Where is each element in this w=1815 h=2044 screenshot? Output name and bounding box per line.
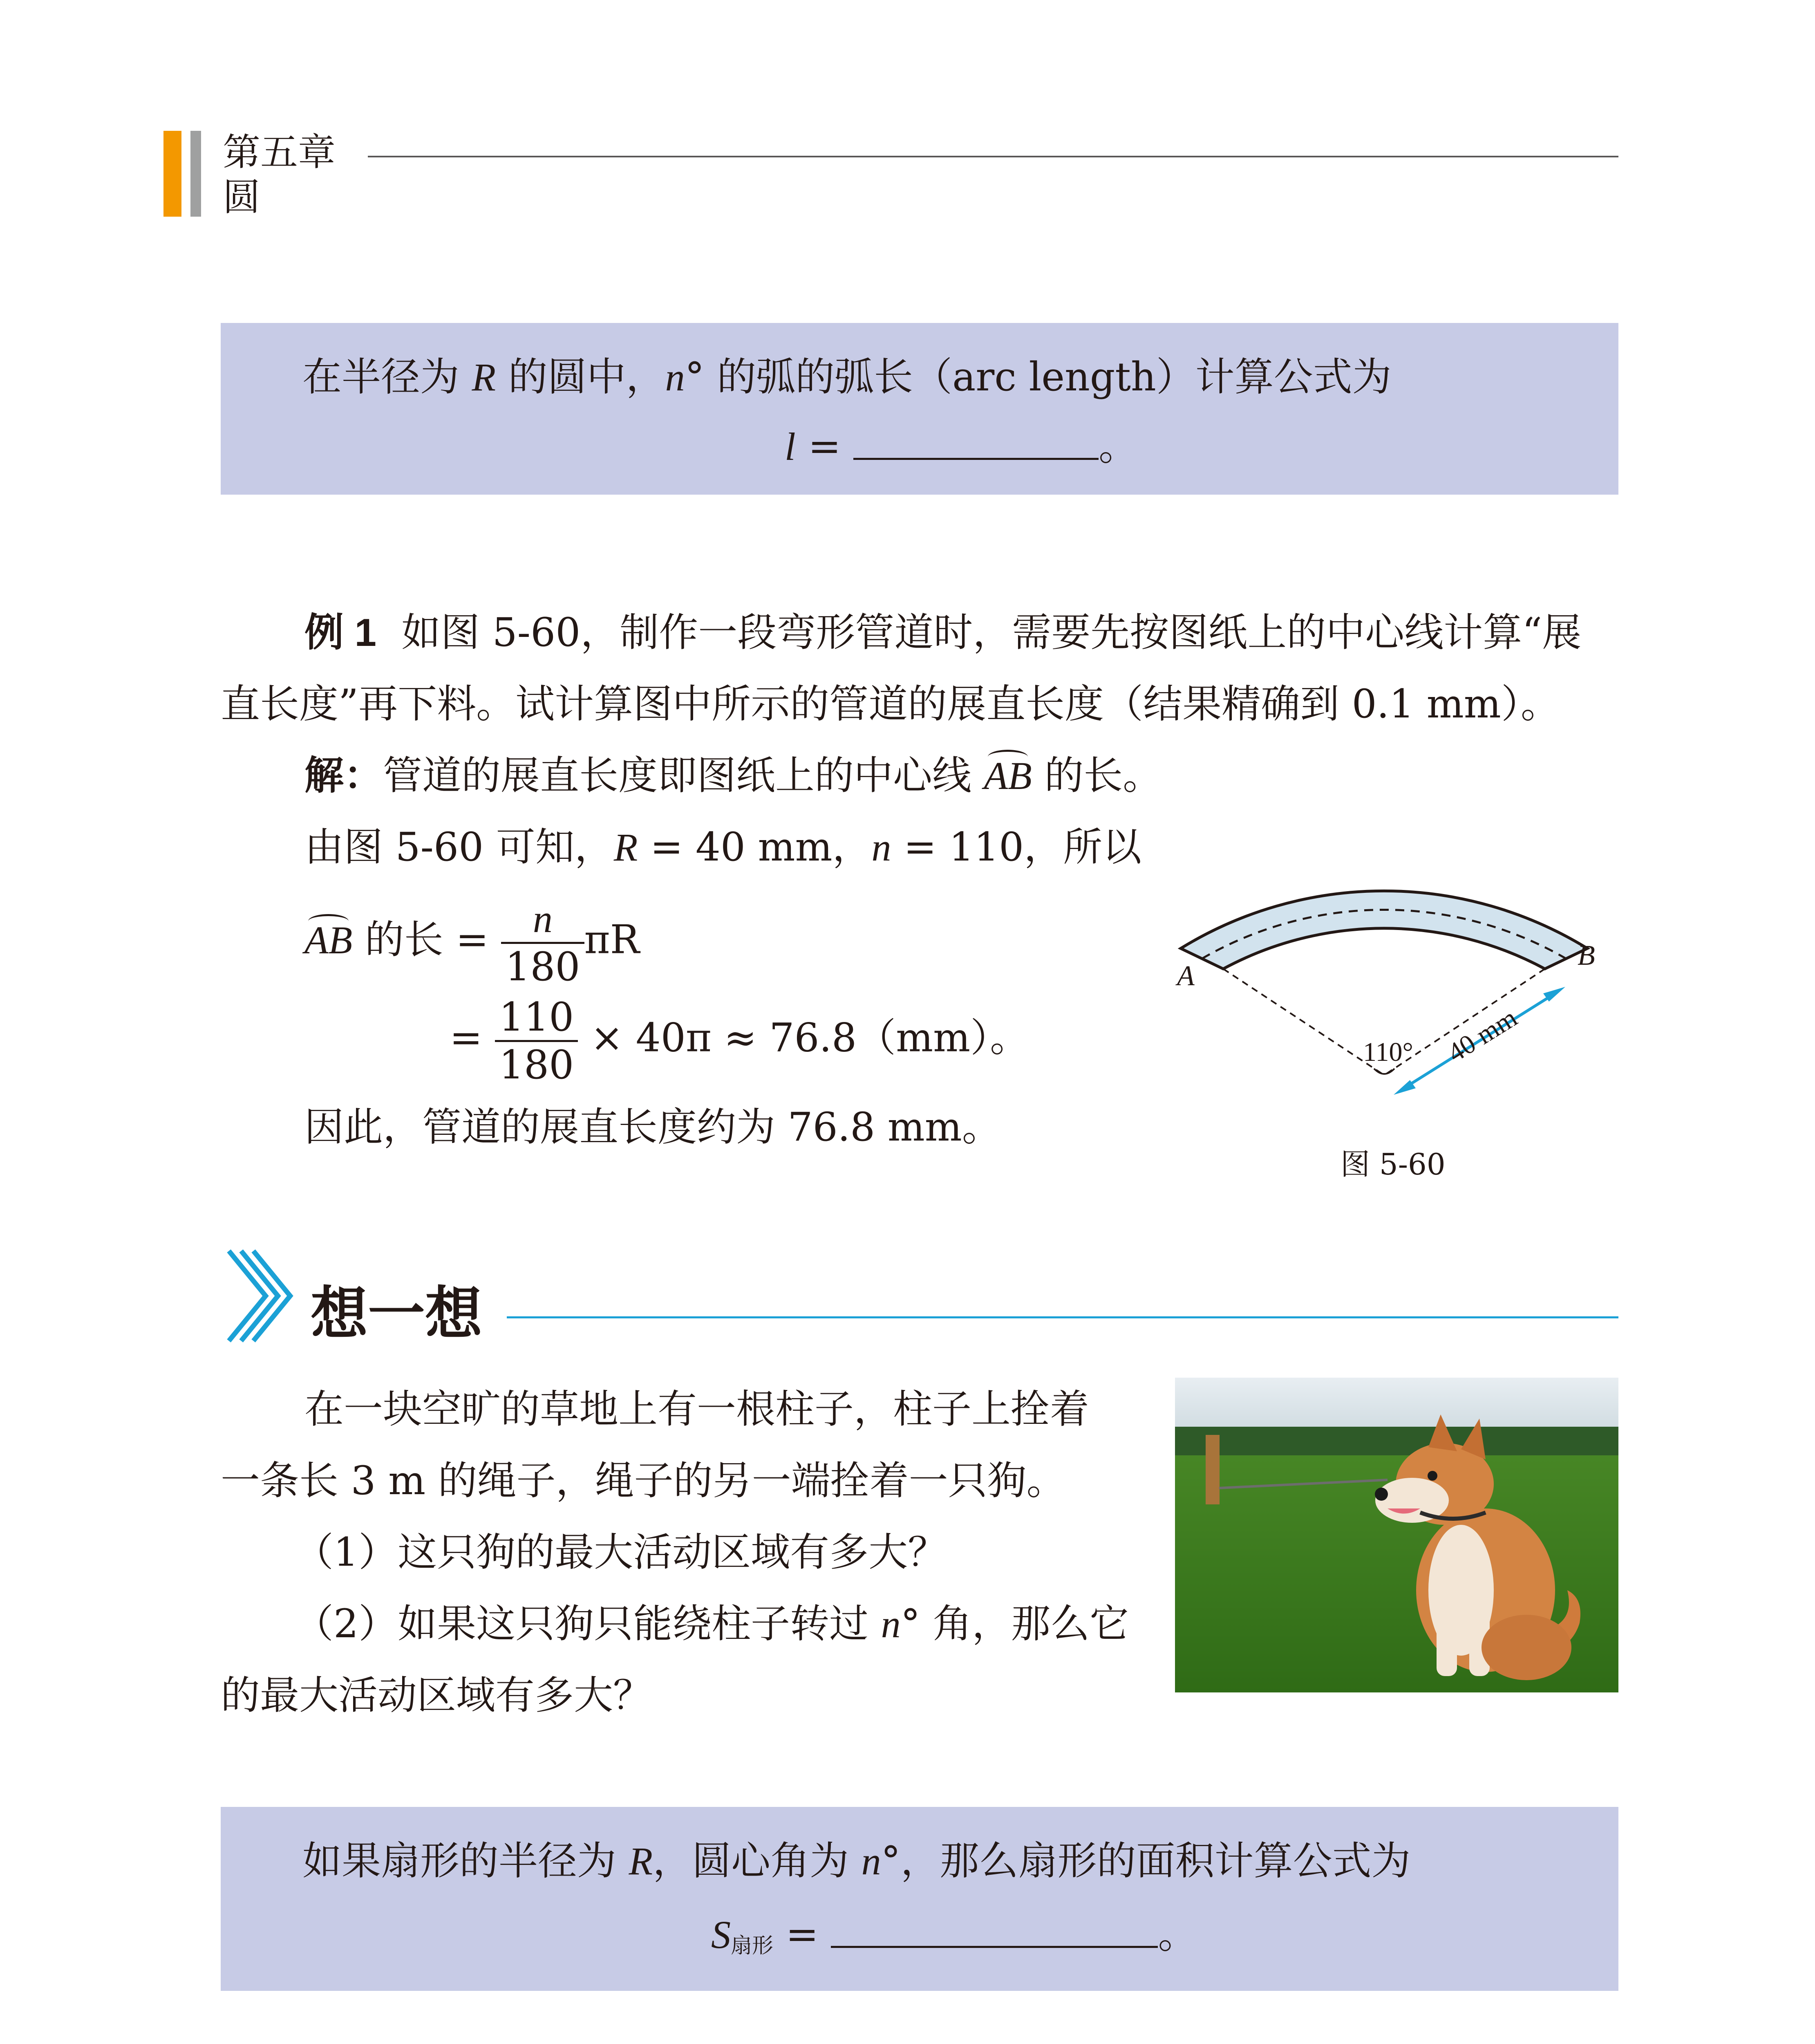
radius-dash-a [1223, 969, 1384, 1075]
chapter-title: 圆 [223, 175, 261, 219]
think-paragraph-line1: 在一块空旷的草地上有一根柱子，柱子上拴着 [304, 1386, 1089, 1432]
example-label: 例 1 [304, 611, 377, 654]
think-paragraph-line2: 一条长 3 m 的绳子，绳子的另一端拴着一只狗。 [221, 1458, 1066, 1504]
header-gray-bar [190, 131, 201, 217]
example-paragraph-line2: 直长度”再下料。试计算图中所示的管道的展直长度（结果精确到 0.1 mm）。 [221, 681, 1560, 727]
sector-area-formula-box [221, 1807, 1618, 1991]
figure-caption: 图 5-60 [1341, 1147, 1446, 1181]
chapter-label: 第五章 [223, 130, 336, 174]
think-rule [507, 1316, 1618, 1318]
pipe-figure [1165, 822, 1631, 1190]
fraction-n-over-180: $\frac{n}{180}$ [501, 899, 584, 986]
chevrons-icon [221, 1247, 302, 1345]
solution-line: 解：管道的展直长度即图纸上的中心线 AB 的长。 [304, 752, 1162, 799]
question-2-line2: 的最大活动区域有多大？ [221, 1672, 652, 1718]
angle-label: 110° [1363, 1037, 1413, 1067]
formula-line2: = $\frac{110}{180}$ × 40π ≈ 76.8（mm）。 [450, 994, 1029, 1088]
fraction-110-over-180: $\frac{110}{180}$ [495, 997, 578, 1085]
sector-area-blank-formula: $S_{扇形}$ = 。 [711, 1912, 1197, 1958]
dog-photo [1175, 1378, 1618, 1692]
question-2-line1: （2）如果这只狗只能绕柱子转过 n° 角，那么它 [294, 1601, 1129, 1647]
question-1: （1）这只狗的最大活动区域有多大？ [294, 1529, 947, 1575]
angle-mark [1374, 1069, 1394, 1074]
answer-blank[interactable] [831, 1916, 1158, 1948]
point-a-label: A [1177, 960, 1195, 992]
radius-label: 40 mm [1442, 1002, 1522, 1068]
solution-label: 解： [304, 754, 383, 798]
arc-ab-label: AB [984, 752, 1032, 799]
sector-area-statement: 如果扇形的半径为 R，圆心角为 n°，那么扇形的面积计算公式为 [302, 1838, 1411, 1884]
arc-length-blank-formula: l = 。 [785, 424, 1138, 469]
point-b-label: B [1578, 940, 1595, 971]
example-paragraph-line1: 例 1 如图 5-60，制作一段弯形管道时，需要先按图纸上的中心线计算“展 [304, 610, 1582, 655]
answer-blank[interactable] [853, 428, 1099, 460]
formula-line1: AB 的长 = $\frac{n}{180}$ πR [304, 897, 640, 990]
think-title: 想一想 [311, 1280, 483, 1347]
post-icon [1206, 1435, 1220, 1504]
header-rule [368, 156, 1618, 157]
pipe-band [1181, 891, 1587, 969]
arc-length-formula-box [221, 323, 1618, 495]
arc-length-statement: 在半径为 R 的圆中，n° 的弧的弧长（arc length）计算公式为 [302, 354, 1392, 400]
conclusion-line: 因此，管道的展直长度约为 76.8 mm。 [304, 1104, 1001, 1150]
given-line: 由图 5-60 可知，R = 40 mm，n = 110，所以 [304, 824, 1142, 870]
arc-ab-label: AB [304, 917, 352, 964]
header-orange-bar [163, 131, 181, 217]
